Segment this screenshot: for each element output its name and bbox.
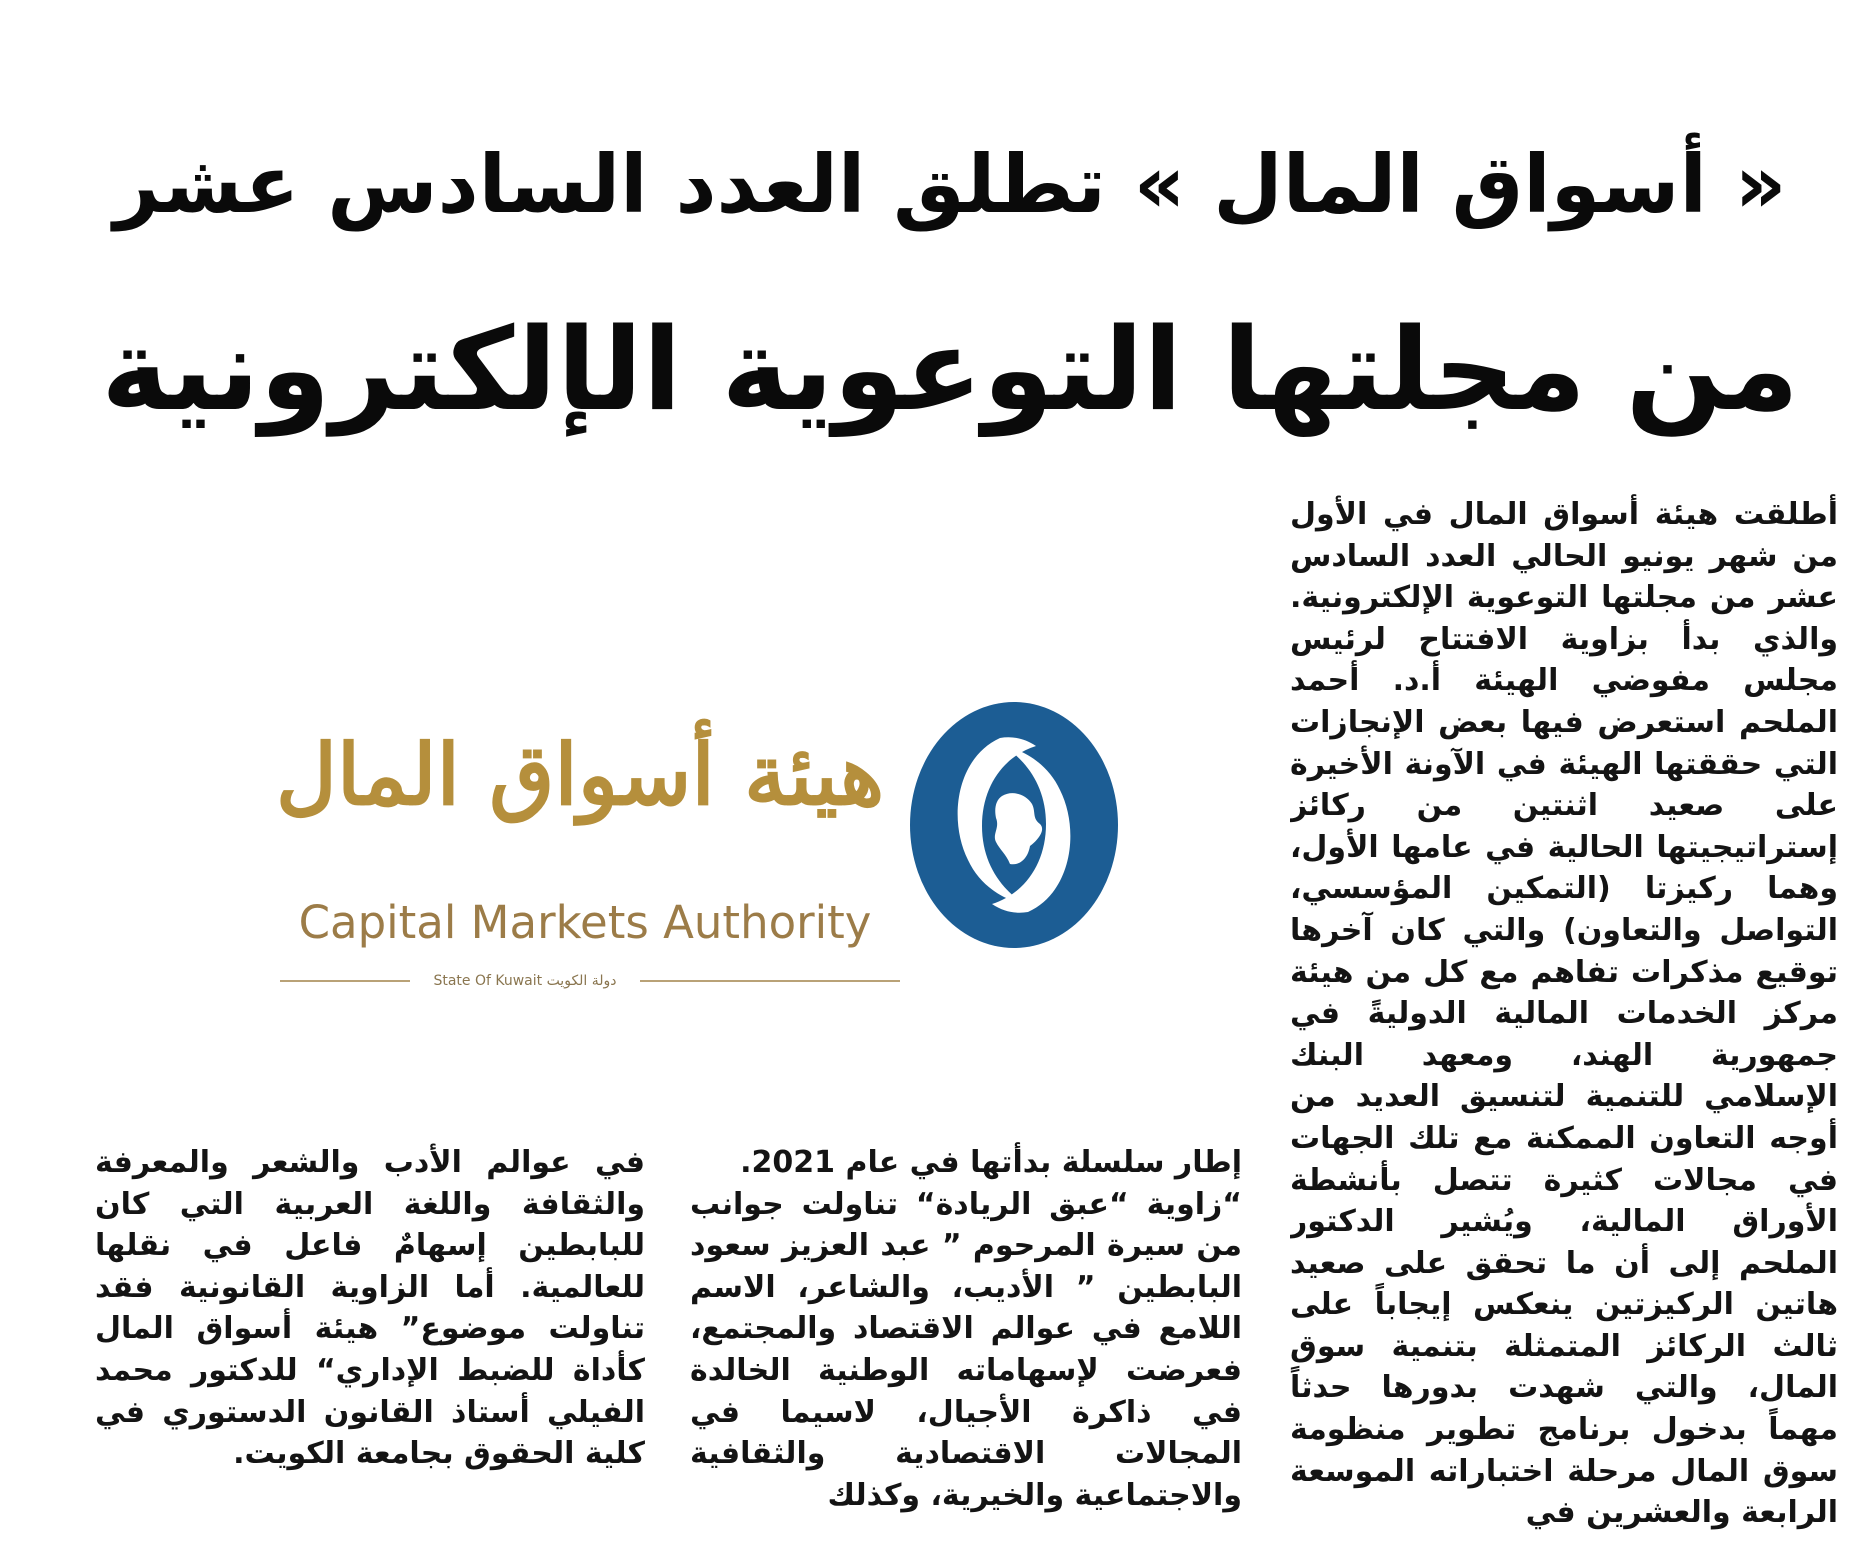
article-paragraph: في عوالم الأدب والشعر والمعرفة والثقافة واللغة العربية التي كان للبابطين إسهامٌ فاعل في نقلها للعالمية. أما الزاوية القانونية فقد تناولت موضوع” هيئة أسواق المال كأداة للضبط الإداري“ للدكتور محمد الفيلي أستاذ القانون الدستوري في كلية الحقوق بجامعة الكويت. xyxy=(95,1145,645,1472)
logo-divider-left xyxy=(280,980,410,982)
headline-line-2: من مجلتها التوعوية الإلكترونية xyxy=(101,303,1799,436)
logo-english-name: Capital Markets Authority xyxy=(298,896,872,949)
logo-divider-right xyxy=(640,980,900,982)
article-column-middle xyxy=(690,1142,1242,1552)
headline-line-1: « أسواق المال » تطلق العدد السادس عشر xyxy=(113,138,1787,231)
article-column-right xyxy=(1290,494,1838,1554)
logo-arabic-name: هيئة أسواق المال xyxy=(275,725,885,824)
kuwait-map-emblem-icon xyxy=(908,700,1120,950)
article-paragraph: أطلقت هيئة أسواق المال في الأول من شهر يونيو الحالي العدد السادس عشر من مجلتها التوعوية الإلكترونية. والذي بدأ بزاوية الافتتاح لرئيس مجلس مفوضي الهيئة أ.د. أحمد الملحم استعرض فيها بعض الإنجازات التي حققتها الهيئة في الآونة الأخيرة على صعيد اثنتين من ركائز إستراتيجيتها الحالية في عامها الأول، وهما ركيزتا (التمكين المؤسسي، التواصل والتعاون) والتي كان آخرها توقيع مذكرات تفاهم مع كل من هيئة مركز الخدمات المالية الدوليةً في جمهورية الهند، ومعهد البنك الإسلامي للتنمية لتنسيق العديد من أوجه التعاون الممكنة مع تلك الجهات في مجالات كثيرة تتصل بأنشطة الأوراق المالية، ويُشير الدكتور الملحم إلى أن ما تحقق على صعيد هاتين الركيزتين ينعكس إيجاباً على ثالث الركائز المتمثلة بتنمية سوق المال، والتي شهدت بدورها حدثاً مهماً بدخول برنامج تطوير منظومة سوق المال مرحلة اختباراته الموسعة الرابعة والعشرين في xyxy=(1290,497,1838,1531)
cma-logo xyxy=(250,700,1150,1030)
article-column-left xyxy=(95,1142,645,1552)
logo-state-label: State Of Kuwait دولة الكويت xyxy=(433,973,617,989)
article-paragraph: إطار سلسلة بدأتها في عام 2021. xyxy=(740,1145,1242,1180)
article-paragraph: “زاوية “عبق الريادة“ تناولت جوانب من سيرة المرحوم ” عبد العزيز سعود البابطين ” الأديب، والشاعر، الاسم اللامع في عوالم الاقتصاد والمجتمع، فعرضت لإسهاماته الوطنية الخالدة في ذاكرة الأجيال، لاسيما في المجالات الاقتصادية والثقافية والاجتماعية والخيرية، وكذلك xyxy=(690,1186,1242,1513)
logo-state-row xyxy=(280,968,900,994)
